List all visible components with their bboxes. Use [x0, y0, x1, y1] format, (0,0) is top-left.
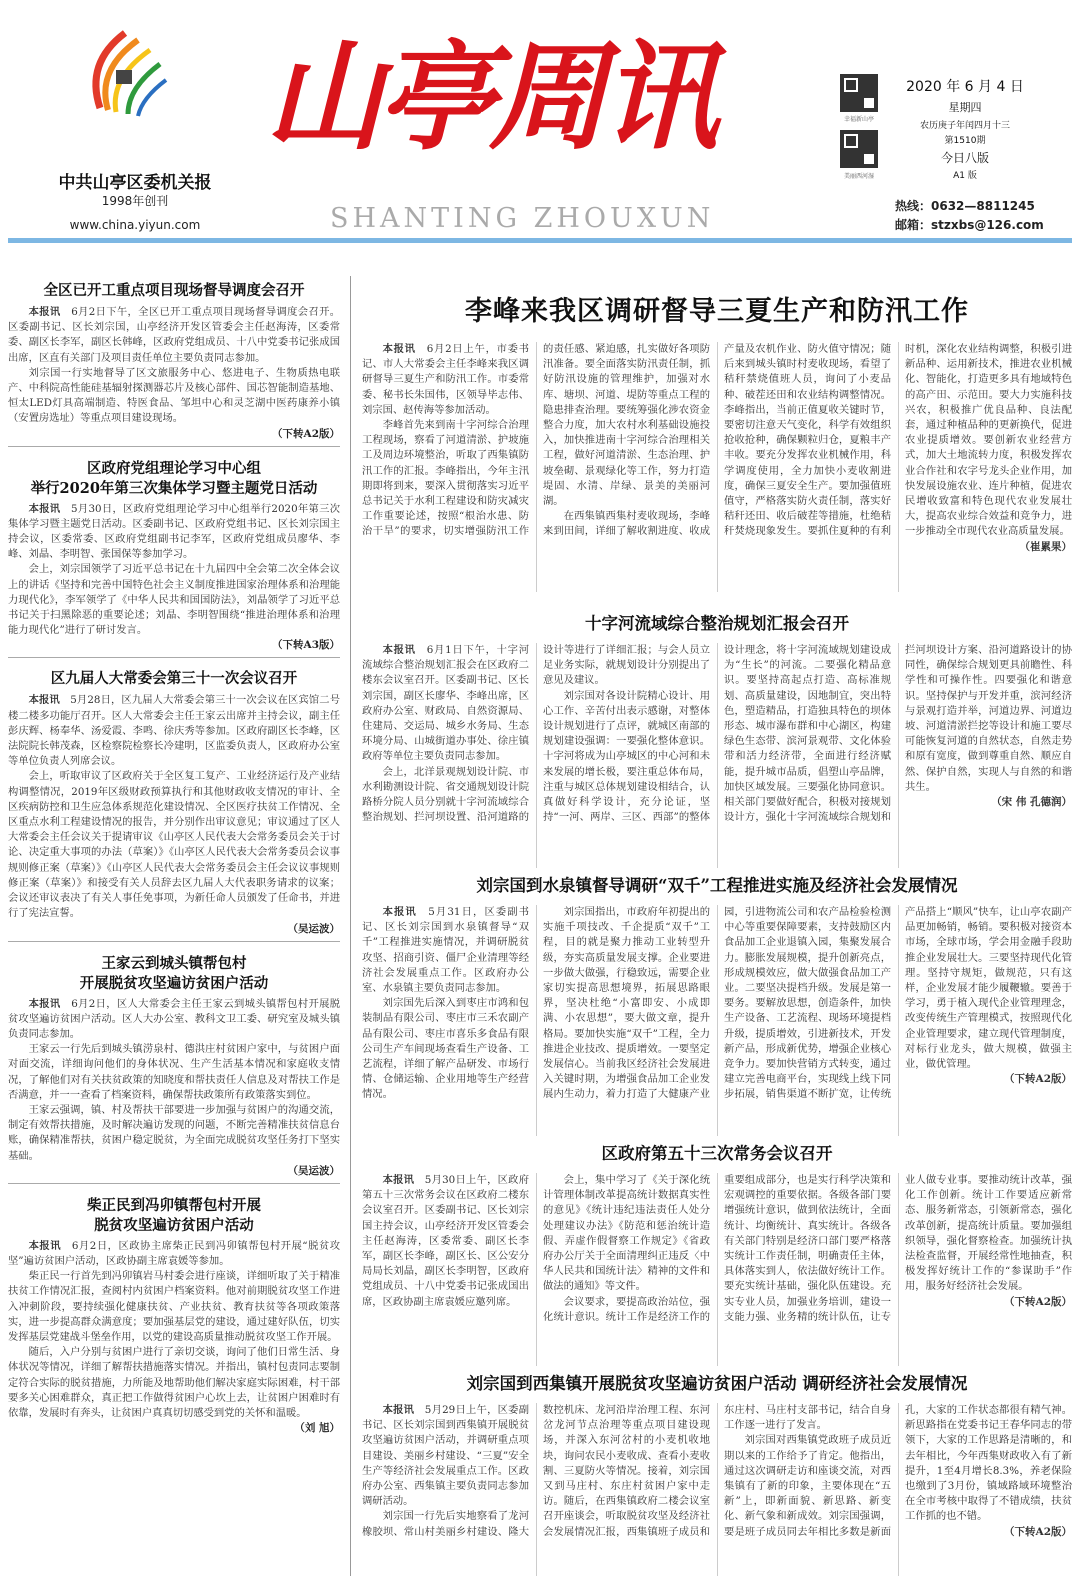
article — [362, 606, 1072, 868]
article-headline[interactable]: 刘宗国到水泉镇督导调研“双千”工程推进实施及经济社会发展情况 — [476, 876, 958, 895]
masthead — [0, 0, 1080, 250]
paragraph: 5月28日，区九届人大常委会第三十一次会议在区宾馆二号楼二楼多功能厅召开。区人大常委会主任王家云出席并主持会议，副主任彭庆辉、杨奉华、汤爱霞、李鸣、徐庆秀等参加。区政府副区长李峰，区法院院长韩茂森，区检察院检察长冷建明，区监委负责人，区政府办公室等单位负责人列席会议。 — [8, 694, 340, 768]
right-area — [362, 276, 1072, 1586]
continued-link[interactable]: （下转A2版） — [1004, 1525, 1072, 1538]
paragraph: 刘宗国一行实地督导了区文旅服务中心、悠进电子、生物质热电联产、中科院高性能硅基辐射探测器芯片及核心部件、国芯智能制造基地、恒太LED灯具高端制造、特医食品、邹坦中心和灵芝湖中医药康养小镇（安置房选址）等重点项目建设现场。 — [8, 366, 340, 425]
article-tag: 本报讯 — [28, 306, 61, 318]
article-tag: 本报讯 — [28, 997, 61, 1010]
newspaper-logo — [80, 18, 170, 128]
lead-article — [362, 276, 1072, 606]
article-headline-line2[interactable]: 脱贫攻坚遍访贫困户活动 — [94, 1216, 254, 1234]
article — [362, 1136, 1072, 1366]
article-author: （吴运波） — [287, 922, 340, 935]
paragraph: 刘宗国先后深入到枣庄市鸿和包装制品有限公司、枣庄市三禾农副产品有限公司、枣庄市喜乐多食品有限公司生产车间现场查看生产设备、工艺流程，详细了解产品研发、市场行情、仓储运输、企业用地等生产经营情况。 — [362, 997, 529, 1101]
article-body — [362, 1173, 1072, 1366]
article-headline[interactable]: 柴正民到冯卯镇帮包村开展 — [87, 1196, 261, 1214]
article — [362, 1366, 1072, 1576]
article-body — [8, 693, 340, 921]
divider — [8, 941, 340, 942]
article-body — [8, 502, 340, 639]
article-body — [362, 643, 1072, 868]
website[interactable]: www.china.yiyun.com — [69, 218, 201, 232]
paragraph: 在西集镇西集村麦收现场，李峰来到田间，详细了解收割进度、收成产量及农机作业、防火值守情况；随后来到城头镇时村麦收现场，看望了秸秆禁烧值班人员，询问了小麦品种、破茬还田和农业结构调整情况。李峰指出，当前正值夏收关键时节，要密切注意天气变化，科学有效组织抢收抢种，确保颗粒归仓，夏粮丰产丰收。要充分发挥农业机械作用，科学调度使用，全力加快小麦收割进度，确保三夏安全生产。要加强值班值守，严格落实防火责任制，落实好秸秆还田、收后破茬等措施，杜绝秸秆焚烧现象发生。要抓住夏种的有利时机，深化农业结构调整，积极引进新品种、运用新技术，推进农业机械化、智能化，打造更多具有地域特色的高产田、示范田。要大力实施科技兴农，积极推广优良品种、良法配套，通过种植品种的更新换代，促进农业提质增效。要创新农业经营方式，加大土地流转力度，积极发挥农业合作社和农字号龙头企业作用，加快发展设施农业、连片种植，促进农民增收致富和特色现代农业发展壮大，提高农业综合效益和竞争力，进一步推动全市现代农业高质量发展。 — [543, 343, 1072, 538]
continued-link[interactable]: （下转A2版） — [1004, 1073, 1072, 1086]
divider — [8, 446, 340, 447]
article-headline[interactable]: 刘宗国到西集镇开展脱贫攻坚遍访贫困户活动 调研经济社会发展情况 — [466, 1374, 968, 1393]
article — [8, 948, 340, 1184]
qr-caption: 美丽西河湿 — [843, 173, 874, 180]
issue-number: 第1510期 — [944, 136, 986, 146]
article-author: （吴运波） — [287, 1164, 340, 1177]
page-count: 今日八版 — [940, 151, 989, 165]
article — [8, 276, 340, 447]
issue-date: 2020 年 6 月 4 日 — [906, 79, 1024, 95]
article-headline-line2[interactable]: 开展脱贫攻坚遍访贫困户活动 — [79, 974, 269, 992]
newspaper-pinyin: SHANTING ZHOUXUN — [330, 203, 715, 234]
qr-code-icon — [840, 130, 878, 168]
newspaper-title: 山亭周讯 — [265, 27, 714, 166]
article-body — [8, 1239, 340, 1421]
article — [8, 1190, 340, 1436]
divider — [8, 1183, 340, 1184]
paragraph: 会上，集中学习了《关于深化统计管理体制改革提高统计数据真实性的意见》《统计违纪违法责任人处分处理建议办法》《防范和惩治统计造假、弄虚作假督察工作规定》《省政府办公厅关于全面清理纠正违反〈中华人民共和国统计法〉精神的文件和做法的通知》等文件。 — [543, 1174, 710, 1293]
article-tag: 本报讯 — [382, 906, 417, 918]
email: 邮箱：stzxbs@126.com — [895, 218, 1044, 232]
qr-code-icon — [840, 74, 878, 112]
paragraph: 5月30日上午，区政府第五十三次常务会议在区政府二楼东会议室召开。区委副书记、区长刘宗国主持会议，山亭经济开发区管委会主任赵海涛，区委常委、副区长李军，副区长李峰，副区长、区公安分局局长刘晶，副区长李明智，区政府党组成员、十八中党委书记张成国出席，区政协副主席袁媛应邀列席。 — [362, 1174, 530, 1308]
founded-year: 1998年创刊 — [101, 194, 169, 208]
qr-caption: 幸福新山亭 — [843, 116, 874, 123]
article-author: （宋 伟 孔德润） — [991, 796, 1072, 809]
article-tag: 本报讯 — [28, 694, 60, 707]
masthead-rule — [8, 238, 1072, 243]
article — [8, 453, 340, 659]
paragraph: 刘宗国指出，市政府年初提出的实施千项技改、千企提质“双千”工程，目的就是聚力推动工业转型升级，夯实高质量发展支撑。企业要进一步做大做强，行稳致远，需要企业家切实提高思想境界，拓展思路眼界，坚决杜绝“小富即安、小成即满、小农思想”，要大做文章，提升格局。要加快实施“双千”工程，全力推进企业技改、提质增效。一要坚定发展信心。当前我区经济社会发展进入关键时期，为增强食品加工企业发展内生动力，着力打造了大健康产业园，引进物流公司和农产品检验检测中心等重要保障要素，支持鼓励区内食品加工企业退镇入园，集聚发展合力。膨胀发展规模，提升创新亮点，形成规模效应，做大做强食品加工产业。二要坚决提档升级。发展是第一要务。要解放思想，创造条件，加快生产设备、工艺流程、现场环境提档升级，提质增效，引进新技术，开发新产品，形成新优势，增强企业核心竞争力。要加快营销方式转变，通过建立完善电商平台，实现线上线下同步拓展，销售渠道不断扩宽，让传统产品搭上“顺风”快车，让山亭农副产品更加畅销，畅销。要积极对接资本市场，全球市场，学会用金融手段助推企业发展壮大。三要坚持现代化管理。坚持守规矩，做规范，只有这样，企业发展才能少履鞭辙。要善于学习，勇于植入现代企业管理理念，改变传统生产管理模式，按照现代化企业管理要求，建立现代管理制度，对标行业龙头，做大规模，做强主业，做优管理。 — [543, 906, 1072, 1101]
paragraph: 刘宗国对西集镇党政班子成员近期以来的工作给予了肯定。他指出，通过这次调研走访和座谈交流，对西集镇有了新的印象，主要体现在“五新”上，即新面貌、新思路、新变化、新气象和新成效。刘宗国强调，要是班子成员同去年相比多数是新面孔，大家的工作状态都很有精气神。新思路指在党委书记王春华同志的带领下，大家的工作思路是清晰的，和去年相比，今年西集财政收入有了新提升，1至4月增长8.3%，养老保险也缴到了3月份，镇域路域环境整治在全市考核中取得了不错成绩，扶贫工作抓的也不错。 — [724, 1404, 1072, 1538]
continued-link[interactable]: （下转A2版） — [272, 427, 340, 440]
article-author: （崔累果） — [1019, 540, 1072, 553]
article-tag: 本报讯 — [28, 1239, 62, 1252]
paragraph: 会上，听取审议了区政府关于全区复工复产、工业经济运行及产业结构调整情况，2019年区级财政预算执行和其他财政收支情况的审计、全区疾病防控和卫生应急体系规范化建设情况、全区医疗扶贫工作情况、全区重点水利工程建设情况的报告，并分别作出审议意见；审议通过了区人大常委会主任会议关于提请审议《山亭区人民代表大会常务委员会关于讨论、决定重大事项的办法（草案）》《山亭区人民代表大会常务委员会议事规则修正案（草案）》《山亭区人民代表大会常务委员会主任会议议事规则修正案（草案）》和接受有关人员辞去区九届人大代表职务请求的议案；会议还审议表决了有关人事任免事项，为新任命人员颁发了任命书，并进行了宪法宣誓。 — [8, 770, 340, 920]
edition: A1 版 — [953, 171, 977, 181]
weekday: 星期四 — [948, 101, 982, 114]
article-body — [362, 1403, 1072, 1576]
article-tag: 本报讯 — [382, 343, 416, 355]
article-tag: 本报讯 — [382, 1404, 415, 1416]
paragraph: 6月2日上午，市委书记、市人大常委会主任李峰来我区调研督导三夏生产和防汛工作。市委常委、秘书长朱国伟，区领导毕志伟、刘宗国、赵传海等参加活动。 — [362, 343, 529, 416]
article-headline-line2[interactable]: 举行2020年第三次集体学习暨主题党日活动 — [30, 479, 318, 497]
paragraph: 王家云一行先后到城头镇涝泉村、德洪庄村贫困户家中，与贫困户面对面交流，详细询问他们的身体状况、生产生活基本情况和家庭收支情况，了解他们对有关扶贫政策的知晓度和帮扶责任人信息及对帮扶工作是否满意，并一一查看了档案资料，确保帮扶政策所有政策落实到位。 — [8, 1043, 340, 1101]
paragraph: 会议要求，要提高政治站位，强化统计意识。统计工作是经济工作的重要组成部分，也是实行科学决策和宏观调控的重要依据。各级各部门要增强统计意识，做到依法统计，全面统计、均衡统计、真实统计。各级各有关部门特别是经济口部门要严格落实统计工作责任制，明确责任主体，具体落实到人，依法做好统计工作。要充实统计基础，强化队伍建设。充实专业人员，加强业务培训，建设一支能力强、业务精的统计队伍，让专业人做专业事。要推动统计改革，强化工作创新。统计工作要适应新常态、服务新常态，引领新常态，强化改革创新，提高统计质量。要加强组织领导，强化督察检查。加强统计执法检查监督，开展经常性地抽查，积极发挥好统计工作的“参谋助手”作用，服务好经济社会发展。 — [543, 1174, 1072, 1323]
paragraph: 王家云强调，镇、村及帮扶干部要进一步加强与贫困户的沟通交流，制定有效帮扶措施，及时解决遍访发现的问题，不断完善精准扶贫信息台账，确保精准帮扶，贫困户稳定脱贫，为全面完成脱贫攻坚任务打下坚实基础。 — [8, 1103, 340, 1162]
continued-link[interactable]: （下转A3版） — [272, 639, 340, 652]
lead-body — [362, 342, 1072, 592]
divider — [8, 657, 340, 658]
paragraph: 李峰首先来到南十字河综合治理工程现场，察看了河道清淤、护坡施工及周边环境整治，听取了西集镇防汛工作的汇报。李峰指出，今年主汛期即将到来，要深入贯彻落实习近平总书记关于水利工程建设和防灾减灾工作重要论述，按照“根治水患、防治干旱”的要求，切实增强防汛工作的责任感、紧迫感，扎实做好各项防汛准备。要全面落实防汛责任制，抓好防汛设施的管理维护，加强对水库、塘坝、河道、堤防等重点工程的隐患排查治理。要统筹强化涉农资金整合力度，加大农村水利基础设施投入，加快推进南十字河综合治理相关工程，做好河道清淤、生态治理、护坡垒砌、景观绿化等工作，努力打造堤固、水清、岸绿、景美的美丽河湖。 — [362, 343, 710, 538]
article-headline[interactable]: 区政府第五十三次常务会议召开 — [601, 1144, 833, 1163]
paragraph: 5月30日，区政府党组理论学习中心组举行2020年第三次集体学习暨主题党日活动。区委副书记、区政府党组书记、区长刘宗国主持会议，区委常委、区政府党组副书记李军，区政府党组成员廖华、李峰、刘晶、李明智、张国保等参加学习。 — [8, 502, 340, 561]
hotline: 热线：0632—8811245 — [895, 199, 1035, 213]
article-tag: 本报讯 — [382, 644, 416, 656]
paragraph: 6月2日，区人大常委会主任王家云到城头镇帮包村开展脱贫攻坚遍访贫困户活动。区人大办公室、教科文卫工委、研究室及城头镇负责同志参加。 — [8, 997, 340, 1040]
paragraph: 柴正民一行首先到冯卯镇岩马村委会进行座谈，详细听取了关于精准扶贫工作情况汇报，查阅村内贫困户档案资料。他对前期脱贫攻坚工作进入冲刺阶段，要持续强化健康扶贫、产业扶贫、教育扶贫等各项政策落实，进一步提高群众满意度；要加强基层党的建设，通过建好队伍，切实发挥基层党建战斗堡垒作用，以党的建设高质量推动脱贫攻坚工作开展。 — [8, 1270, 340, 1343]
continued-link[interactable]: （下转A2版） — [1004, 1295, 1072, 1308]
article-body — [362, 905, 1072, 1136]
paragraph: 会上，刘宗国领学了习近平总书记在十九届四中全会第二次全体会议上的讲话《坚持和完善中国特色社会主义制度推进国家治理体系和治理能力现代化》，李军领学了《中华人民共和国国防法》，刘晶领学了习近平总书记关于扫黑除恶的重要论述；刘晶、李明智围绕“推进治理体系和治理能力现代化”进行了研讨发言。 — [8, 563, 340, 637]
contact-block — [895, 197, 1065, 235]
date-block — [895, 76, 1035, 181]
paragraph: 会上，北洋景观规划设计院、市水利勘测设计院、省交通规划设计院路桥分院人员分别就十字河流域综合整治规划、拦河坝设置、沿河道路的设计等进行了详细汇报；与会人员立足业务实际，就规划设计分别提出了意见及建议。 — [362, 644, 710, 824]
paragraph: 刘宗国一行先后实地察看了龙河橡胶坝、常山村美丽乡村建设、隆大数控机床、龙河沿岸治理工程、东河岔龙河节点治理等重点项目建设现场，并深入东河岔村的小麦机收地块，询问农民小麦收成、查看小麦收割、三夏防火等情况。接着，刘宗国又到马庄村、东庄村贫困户家中走访。随后，在西集镇政府二楼会议室召开座谈会，听取脱贫攻坚及经济社会发展情况汇报，西集镇班子成员和东庄村、马庄村支部书记，结合自身工作逐一进行了发言。 — [362, 1404, 891, 1538]
article — [8, 664, 340, 941]
article-headline[interactable]: 十字河流域综合整治规划汇报会召开 — [585, 614, 849, 633]
article-headline[interactable]: 区政府党组理论学习中心组 — [87, 459, 261, 477]
paragraph: 5月29日上午，区委副书记、区长刘宗国到西集镇开展脱贫攻坚遍访贫困户活动，并调研重点项目建设、美丽乡村建设、“三夏”安全生产等经济社会发展重点工作。区政府办公室、西集镇主要负责同志参加调研活动。 — [362, 1404, 530, 1508]
article-tag: 本报讯 — [382, 1174, 415, 1186]
article-headline[interactable]: 全区已开工重点项目现场督导调度会召开 — [43, 282, 305, 299]
lead-headline[interactable]: 李峰来我区调研督导三夏生产和防汛工作 — [465, 296, 969, 327]
article-author: （刘 旭） — [294, 1422, 340, 1435]
article — [362, 868, 1072, 1136]
article-body — [8, 305, 340, 427]
article-body — [8, 997, 340, 1164]
column-divider — [350, 276, 351, 1576]
article-headline[interactable]: 区九届人大常委会第三十一次会议召开 — [50, 670, 298, 688]
paragraph: 6月2日下午，全区已开工重点项目现场督导调度会召开。区委副书记、区长刘宗国，山亭经济开发区管委会主任赵海涛，区委常委、副区长李军，副区长韩峰，区政府党组成员、十八中党委书记张成国出席，区直有关部门及项目责任单位主要负责同志参加。 — [8, 306, 340, 364]
paragraph: 随后，入户分别与贫困户进行了亲切交谈，询问了他们日常生活、身体状况等情况，详细了解帮扶措施落实情况。并指出，镇村包责同志要制定符合实际的脱贫措施，力所能及地帮助他们解决家庭实际困难，村干部要多关心困难群众，真正把工作做得贫困户心坎上去，让贫困户困难时有依靠，发展时有奔头，让贫困户真真切切感受到党的关怀和温暖。 — [8, 1346, 340, 1419]
paragraph: 6月1日下午，十字河流域综合整治规划汇报会在区政府二楼东会议室召开。区委副书记、区长刘宗国，副区长廖华、李峰出席，区政府办公室、财政局、自然资源局、住建局、交运局、城乡水务局、生态环境分局、山城街道办事处、徐庄镇政府等单位主要负责同志参加。 — [362, 644, 529, 763]
paragraph: 6月2日，区政协主席柴正民到冯卯镇帮包村开展“脱贫攻坚”遍访贫困户活动，区政协副主席袁媛等参加。 — [8, 1239, 340, 1267]
article-tag: 本报讯 — [28, 502, 61, 515]
paragraph: 刘宗国对各设计院精心设计、用心工作、辛苦付出表示感谢，对整体设计规划进行了点评，就城区南部的规划建设强调：一要强化整体意识。十字河将成为山亭城区的中心河和未来发展的增长极，要注重总体布局，注重与城区总体规划建设相结合，认真做好科学设计，充分论证，坚持“一河、两岸、三区、西部”的整体设计理念，将十字河流域规划建设成为“生长”的河流。二要强化精品意识。要坚持高起点打造、高标准规划、高质量建设，因地制宜，突出特色，塑造精品，打造独具特色的坝体形态、城市瀑布群和中心湖区，构建绿色生态带、滨河景观带、文化体验带和活力经济带，全面进行经济赋能，提升城市品质，倡塑山亭品牌，加快区域发展。三要强化协同意识。相关部门要做好配合，积极对接规划设计方，强化十字河流域综合规划和拦河坝设计方案、沿河道路设计的协同性，确保综合规划更具前瞻性、科学性和可操作性。四要强化和谐意识。坚持保护与开发并重，滨河经济与景观打造并举，河道边界、河道边坡、河道清淤拦挖等设计和施工要尽可能恢复河道的自然状态，自然走势和原有宽度，做到尊重自然、顺应自然、保护自然，实现人与自然的和谐共生。 — [543, 644, 1072, 824]
article-headline[interactable]: 王家云到城头镇帮包村 — [101, 954, 247, 972]
org-name: 中共山亭区委机关报 — [58, 173, 212, 193]
paragraph: 5月31日，区委副书记、区长刘宗国到水泉镇督导“双千”工程推进实施情况，并调研脱贫攻坚、招商引资、僵尸企业清理等经济社会发展重点工作。区政府办公室、水泉镇主要负责同志参加。 — [362, 906, 530, 995]
lunar-date: 农历庚子年闰四月十三 — [919, 121, 1010, 131]
left-column — [8, 276, 340, 1586]
